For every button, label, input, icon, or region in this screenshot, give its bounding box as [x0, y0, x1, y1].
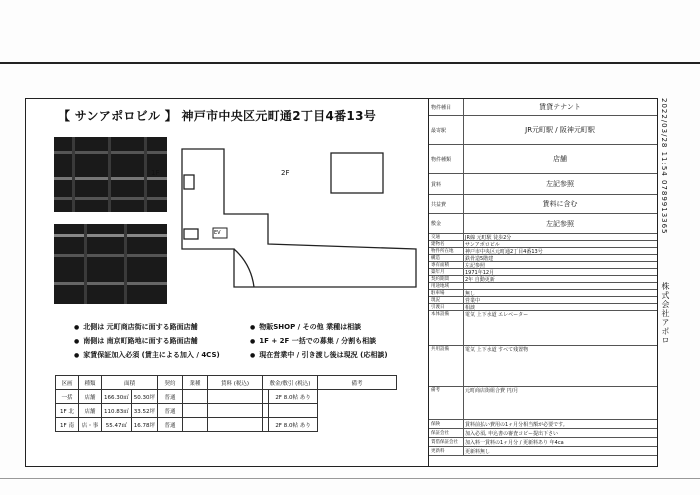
detail-key: 保証会社	[429, 429, 464, 437]
info-row: 共益費 賃料に含む	[429, 195, 657, 214]
detail-key: 築年月	[429, 269, 464, 275]
info-row: 物件種類 店舗	[429, 145, 657, 174]
bullet-item: ● 物販SHOP / その他 業種は相談	[250, 322, 361, 332]
detail-value: 左記参照	[465, 262, 486, 269]
storefront-photo-bottom	[54, 224, 167, 304]
detail-value: 2年 自動更新	[465, 276, 495, 283]
info-row: 最寄駅 JR元町駅 / 阪神元町駅	[429, 116, 657, 145]
detail-row	[429, 262, 657, 269]
detail-key: 物件所在地	[429, 248, 464, 254]
table-cell: 店・事	[79, 418, 102, 432]
detail-row	[429, 346, 657, 387]
detail-row	[429, 420, 657, 429]
table-cell: 16.78坪	[131, 418, 157, 432]
sender-name: 株式会社アポロ	[661, 282, 670, 345]
table-row	[56, 404, 397, 418]
unit-spec-table	[55, 375, 397, 432]
detail-key: 備考	[429, 387, 464, 419]
table-header: 備考	[318, 376, 397, 390]
table-cell	[183, 390, 208, 404]
detail-value: 更新料無し	[465, 448, 491, 455]
detail-row	[429, 269, 657, 276]
table-cell	[208, 418, 263, 432]
table-cell: 2F 8.0帖 あり	[269, 418, 318, 432]
detail-row	[429, 311, 657, 346]
table-row	[56, 390, 397, 404]
bottom-rule	[0, 478, 700, 479]
table-cell: 普通	[158, 390, 183, 404]
table-cell: 普通	[158, 418, 183, 432]
bullet-item: ● 北側は 元町商店街に面する路面店舗	[74, 322, 198, 332]
table-cell: 33.52坪	[131, 404, 157, 418]
detail-row	[429, 304, 657, 311]
property-flyer	[25, 98, 430, 467]
floor-label-1f: 1F	[151, 169, 160, 177]
detail-key: 用途地域	[429, 283, 464, 289]
detail-key: 保険	[429, 420, 464, 428]
table-cell	[183, 404, 208, 418]
table-cell: 一括	[56, 390, 79, 404]
detail-row	[429, 297, 657, 304]
table-cell: 166.30㎡	[102, 390, 132, 404]
detail-key: 更新料	[429, 447, 464, 455]
detail-value: 電気 上下水道 エレベーター	[465, 312, 529, 318]
table-row	[56, 418, 397, 432]
floor-label-2f: 2F	[281, 169, 290, 177]
detail-value: 営業中	[465, 297, 481, 304]
table-cell: 110.83㎡	[102, 404, 132, 418]
detail-value: 神戸市中央区元町通2丁目4番13号	[465, 248, 543, 255]
detail-key: 駐車場	[429, 290, 464, 296]
floor-plan	[176, 139, 426, 289]
detail-value	[465, 283, 655, 289]
detail-row	[429, 387, 657, 420]
detail-value: 賃料前払い費用の1ヶ月分相当額が必要です。	[465, 421, 568, 428]
detail-row	[429, 438, 657, 447]
info-row: 物件種目 賃貸テナント	[429, 99, 657, 116]
detail-value: 電気 上下水道 すべて残置物	[465, 347, 529, 353]
detail-value: JR線 元町駅 徒歩2分	[465, 234, 512, 241]
detail-value: 1971年12月	[465, 269, 495, 276]
table-header: 賃料 (税込)	[208, 376, 263, 390]
table-cell	[269, 404, 318, 418]
table-cell	[208, 404, 263, 418]
detail-value: 無し	[465, 290, 476, 297]
bullet-item: ● 1F + 2F 一括での募集 / 分割も相談	[250, 336, 376, 346]
table-header: 区画	[56, 376, 79, 390]
info-row: 敷金 左記参照	[429, 214, 657, 234]
bullet-item: ● 現在営業中 / 引き渡し後は現況 (応相談)	[250, 350, 388, 360]
bullet-item: ● 南側は 南京町路地に面する路面店舗	[74, 336, 198, 346]
elevator-label: EV	[214, 230, 221, 236]
detail-row	[429, 255, 657, 262]
detail-row	[429, 429, 657, 438]
detail-value: 元町商店街組合費 円/月	[465, 388, 519, 394]
detail-key: 建物名	[429, 241, 464, 247]
table-header-row	[56, 376, 397, 390]
info-row: 賃料 左記参照	[429, 174, 657, 195]
table-cell: 店舗	[79, 390, 102, 404]
detail-key: 本体設備	[429, 311, 464, 345]
table-cell: 2F 8.0帖 あり	[269, 390, 318, 404]
detail-key: 契約期間	[429, 276, 464, 282]
detail-key: 共用設備	[429, 346, 464, 386]
table-header: 業種	[183, 376, 208, 390]
table-header: 面積	[102, 376, 158, 390]
detail-key: 構造	[429, 255, 464, 261]
table-cell: 1F 北	[56, 404, 79, 418]
table-cell	[208, 390, 263, 404]
table-cell: 55.47㎡	[102, 418, 132, 432]
detail-row	[429, 241, 657, 248]
flyer-title: 【 サンアポロビル 】 神戸市中央区元町通2丁目4番13号	[58, 109, 377, 123]
detail-value: 加入料一賃料の1ヶ月分 / 更新料あり 年4ca	[465, 439, 564, 446]
detail-key: 賃借保証会社	[429, 438, 464, 446]
detail-value: 加入必須, 申込書の審査コピー提出下さい	[465, 430, 558, 437]
detail-key: 引渡日	[429, 304, 464, 310]
top-rule	[0, 62, 700, 64]
detail-row	[429, 447, 657, 456]
table-cell: 50.30坪	[131, 390, 157, 404]
detail-row	[429, 276, 657, 283]
detail-key: 専有面積	[429, 262, 464, 268]
table-header: 敷金/敷引 (税込)	[263, 376, 318, 390]
detail-value: サンアポロビル	[465, 241, 500, 248]
detail-value: 鉄骨造5階建	[465, 255, 494, 262]
detail-row	[429, 290, 657, 297]
detail-key: 現況	[429, 297, 464, 303]
table-cell: 普通	[158, 404, 183, 418]
table-cell: 1F 南	[56, 418, 79, 432]
fax-header-text: 2022/03/28 11:54 0789913365	[660, 98, 668, 235]
table-header: 種類	[79, 376, 102, 390]
bullet-item: ● 家賃保証加入必須 (賃主による加入 / 4CS)	[74, 350, 220, 360]
property-info-panel	[428, 98, 658, 467]
detail-row	[429, 248, 657, 255]
detail-row	[429, 283, 657, 290]
detail-value: 相談	[465, 304, 476, 311]
table-header: 契約	[158, 376, 183, 390]
table-cell	[183, 418, 208, 432]
table-cell: 店舗	[79, 404, 102, 418]
detail-row	[429, 234, 657, 241]
detail-key: 交通	[429, 234, 464, 240]
